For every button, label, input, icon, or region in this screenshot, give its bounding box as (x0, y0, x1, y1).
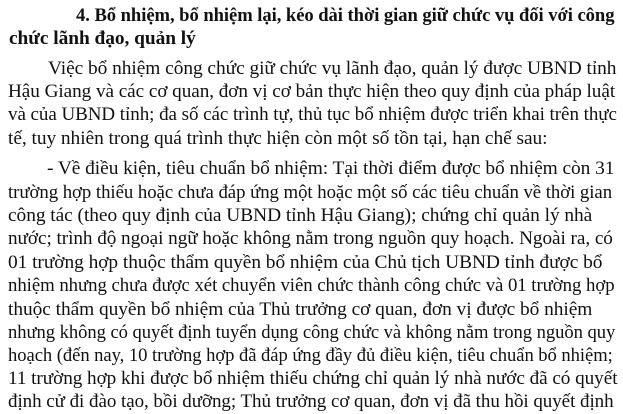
paragraph-1-line-2: Hậu Giang và các cơ quan, đơn vị cơ bản thực hiện theo quy định của pháp luật (8, 81, 616, 102)
paragraph-2-line-4: nước; trình độ ngoại ngữ hoặc không nằm trong nguồn quy hoạch. Ngoài ra, có (8, 228, 613, 249)
paragraph-2-line-3: công tác (theo quy định của UBND tỉnh Hậu Giang); chứng chỉ quản lý nhà (8, 205, 593, 226)
paragraph-2-line-9: hoạch (đến nay, 10 trường hợp đã đáp ứng đầy đủ điều kiện, tiêu chuẩn bổ nhiệm; (8, 345, 613, 366)
paragraph-1-line-1: Việc bổ nhiệm công chức giữ chức vụ lãnh đạo, quản lý được UBND tỉnh (48, 58, 617, 79)
paragraph-2-line-8: nhưng không có quyết định tuyển dụng công chức và không nằm trong nguồn quy (8, 322, 616, 343)
paragraph-2-line-6: nhiệm nhưng chưa được xét chuyển viên chức thành công chức và 01 trường hợp (8, 275, 615, 296)
paragraph-2-line-5: 01 trường hợp thuộc thẩm quyền bổ nhiệm của Chủ tịch UBND tỉnh được bổ (8, 252, 603, 273)
paragraph-1-line-4: tế, tuy nhiên trong quá trình thực hiện còn một số tồn tại, hạn chế sau: (8, 128, 548, 149)
paragraph-2-line-2: trường hợp thiếu hoặc chưa đáp ứng một hoặc một số các tiêu chuẩn về thời gian (8, 182, 613, 203)
section-heading-line-2: chức lãnh đạo, quản lý (9, 28, 196, 49)
paragraph-1-line-3: và của UBND tỉnh; đa số các trình tự, thủ tục bổ nhiệm được triển khai trên thực (8, 104, 617, 125)
paragraph-2-line-1: - Về điều kiện, tiêu chuẩn bổ nhiệm: Tại thời điểm được bổ nhiệm còn 31 (47, 158, 615, 179)
paragraph-2-line-10: 11 trường hợp khi được bổ nhiệm thiếu chứng chỉ quản lý nhà nước đã có quyết (8, 368, 618, 389)
paragraph-2-line-7: thuộc thẩm quyền bổ nhiệm của Thủ trưởng cơ quan, đơn vị được bổ nhiệm (8, 299, 593, 320)
paragraph-2-line-11: định cử đi đào tạo, bồi dưỡng; Thủ trưởng cơ quan, đơn vị đã thu hồi quyết định (8, 391, 614, 412)
section-heading-line-1: 4. Bổ nhiệm, bổ nhiệm lại, kéo dài thời gian giữ chức vụ đối với công (76, 5, 615, 26)
